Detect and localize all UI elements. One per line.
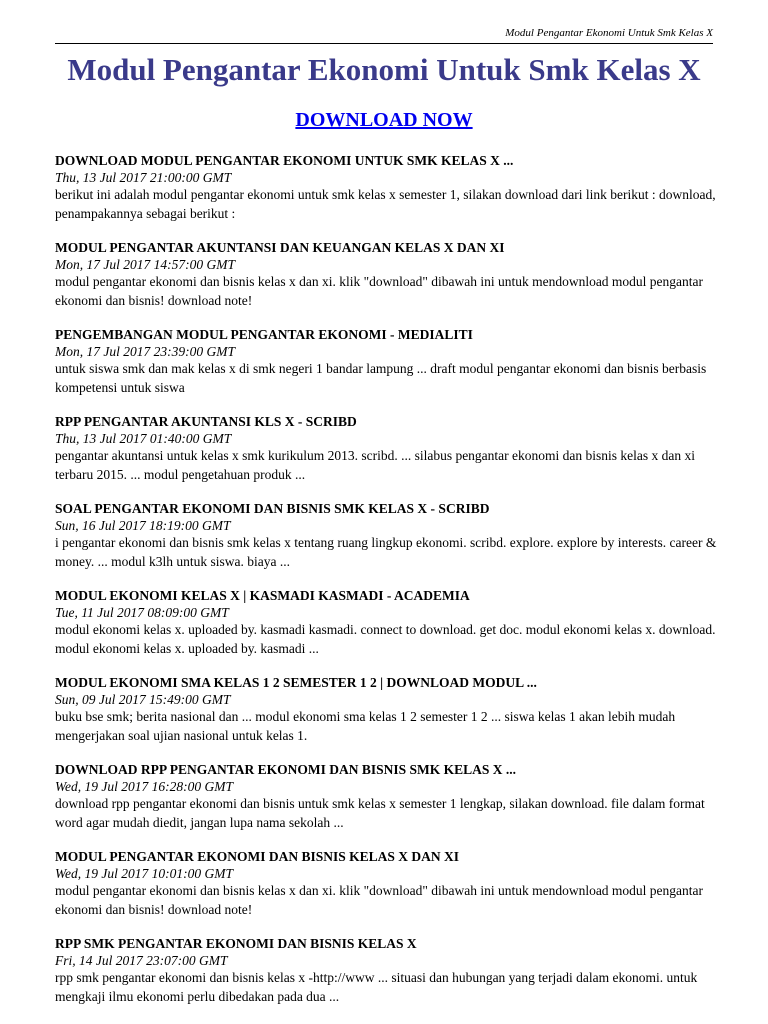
result-title[interactable]: MODUL PENGANTAR AKUNTANSI DAN KEUANGAN KELAS X DAN XI — [55, 240, 505, 255]
download-now-link[interactable]: DOWNLOAD NOW — [295, 109, 473, 131]
result-date: Mon, 17 Jul 2017 14:57:00 GMT — [55, 257, 235, 272]
result-title[interactable]: RPP SMK PENGANTAR EKONOMI DAN BISNIS KELAS X — [55, 936, 417, 951]
result-snippet: modul ekonomi kelas x. uploaded by. kasmadi kasmadi. connect to download. get doc. modul ekonomi kelas x. download. modul ekonomi kelas x. uploaded by. kasmadi ... — [55, 622, 716, 656]
result-item — [55, 674, 720, 745]
result-item — [55, 152, 720, 223]
result-item — [55, 848, 720, 919]
result-date: Tue, 11 Jul 2017 08:09:00 GMT — [55, 605, 229, 620]
result-snippet: i pengantar ekonomi dan bisnis smk kelas x tentang ruang lingkup ekonomi. scribd. explore. explore by interests. career & money. ... modul k3lh untuk siswa. biaya ... — [55, 535, 717, 569]
result-date: Mon, 17 Jul 2017 23:39:00 GMT — [55, 344, 235, 359]
result-item — [55, 413, 720, 484]
result-date: Wed, 19 Jul 2017 16:28:00 GMT — [55, 779, 233, 794]
result-title[interactable]: MODUL EKONOMI KELAS X | KASMADI KASMADI - ACADEMIA — [55, 588, 470, 603]
result-snippet: rpp smk pengantar ekonomi dan bisnis kelas x -http://www ... situasi dan hubungan yang terjadi dalam ekonomi. untuk mengkaji ilmu ekonomi perlu dibedakan pada dua ... — [55, 970, 698, 1004]
result-title[interactable]: DOWNLOAD RPP PENGANTAR EKONOMI DAN BISNIS SMK KELAS X ... — [55, 762, 517, 777]
page-title: Modul Pengantar Ekonomi Untuk Smk Kelas X — [67, 52, 701, 87]
result-snippet: download rpp pengantar ekonomi dan bisnis untuk smk kelas x semester 1 lengkap, silakan download. file dalam format word agar mudah diedit, jangan lupa nama sekolah ... — [55, 796, 705, 830]
result-title[interactable]: SOAL PENGANTAR EKONOMI DAN BISNIS SMK KELAS X - SCRIBD — [55, 501, 490, 516]
result-date: Sun, 16 Jul 2017 18:19:00 GMT — [55, 518, 231, 533]
result-date: Thu, 13 Jul 2017 01:40:00 GMT — [55, 431, 232, 446]
result-date: Fri, 14 Jul 2017 23:07:00 GMT — [55, 953, 228, 968]
result-snippet: modul pengantar ekonomi dan bisnis kelas x dan xi. klik "download" dibawah ini untuk mendownload modul pengantar ekonomi dan bisnis! download note! — [55, 274, 704, 308]
result-snippet: buku bse smk; berita nasional dan ... modul ekonomi sma kelas 1 2 semester 1 2 ... siswa kelas 1 akan lebih mudah mengerjakan soal ujian nasional untuk kelas 1. — [55, 709, 676, 743]
result-item — [55, 935, 720, 1006]
result-date: Wed, 19 Jul 2017 10:01:00 GMT — [55, 866, 233, 881]
result-item — [55, 239, 720, 310]
result-snippet: pengantar akuntansi untuk kelas x smk kurikulum 2013. scribd. ... silabus pengantar ekonomi dan bisnis kelas x dan xi terbaru 2015. ... modul pengetahuan produk ... — [55, 448, 696, 482]
download-link-container — [0, 109, 768, 132]
result-item — [55, 761, 720, 832]
result-title[interactable]: PENGEMBANGAN MODUL PENGANTAR EKONOMI - MEDIALITI — [55, 327, 473, 342]
result-item — [55, 587, 720, 658]
result-snippet: berikut ini adalah modul pengantar ekonomi untuk smk kelas x semester 1, silakan download dari link berikut : download, penampakannya sebagai berikut : — [55, 187, 716, 221]
result-snippet: modul pengantar ekonomi dan bisnis kelas x dan xi. klik "download" dibawah ini untuk mendownload modul pengantar ekonomi dan bisnis! download note! — [55, 883, 704, 917]
result-title[interactable]: DOWNLOAD MODUL PENGANTAR EKONOMI UNTUK SMK KELAS X ... — [55, 153, 514, 168]
result-date: Sun, 09 Jul 2017 15:49:00 GMT — [55, 692, 231, 707]
result-item — [55, 326, 720, 397]
result-date: Thu, 13 Jul 2017 21:00:00 GMT — [55, 170, 232, 185]
result-item — [55, 500, 720, 571]
result-title[interactable]: RPP PENGANTAR AKUNTANSI KLS X - SCRIBD — [55, 414, 357, 429]
results-list — [55, 152, 720, 1022]
header-divider — [55, 43, 713, 44]
result-title[interactable]: MODUL PENGANTAR EKONOMI DAN BISNIS KELAS X DAN XI — [55, 849, 460, 864]
result-snippet: untuk siswa smk dan mak kelas x di smk negeri 1 bandar lampung ... draft modul pengantar ekonomi dan bisnis berbasis kompetensi untuk siswa — [55, 361, 707, 395]
result-title[interactable]: MODUL EKONOMI SMA KELAS 1 2 SEMESTER 1 2 | DOWNLOAD MODUL ... — [55, 675, 537, 690]
running-header: Modul Pengantar Ekonomi Untuk Smk Kelas X — [505, 27, 713, 39]
